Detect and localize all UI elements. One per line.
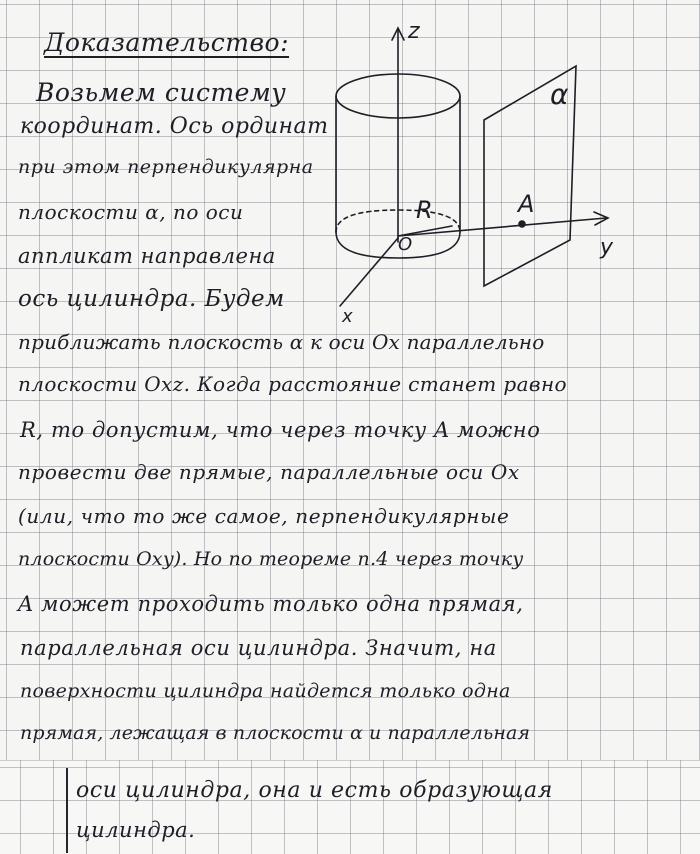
text-line-17: оси цилиндра, она и есть образующая [76,778,553,803]
text-line-15: поверхности цилиндра найдется только одна [20,680,511,702]
x-axis [340,238,398,306]
text-line-2: координат. Ось ординат [20,114,329,139]
text-line-18: цилиндра. [76,818,196,842]
text-line-9: R, то допустим, что через точку A можно [20,418,541,442]
x-label: x [342,306,353,327]
text-line-14: параллельная оси цилиндра. Значит, на [20,636,497,660]
text-line-7: приближать плоскость α к оси Ox параллельно [18,330,545,354]
point-a [519,221,525,227]
text-line-3: при этом перпендикулярна [18,156,314,178]
text-line-6: ось цилиндра. Будем [18,286,285,312]
heading: Доказательство: [44,28,290,57]
radius-label: R [416,196,433,224]
text-line-1: Возьмем систему [36,78,287,107]
text-line-12: плоскости Oxy). Но по теореме п.4 через точку [18,548,524,570]
text-line-5: аппликат направлена [18,244,276,268]
text-line-4: плоскости α, по оси [18,200,244,224]
text-line-16: прямая, лежащая в плоскости α и параллельная [20,722,531,744]
origin-label: O [398,234,413,255]
z-label: z [408,19,420,44]
text-line-11: (или, что то же самое, перпендикулярные [18,504,510,528]
y-label: y [600,235,614,260]
text-line-8: плоскости Oxz. Когда расстояние станет равно [18,372,567,396]
plane-label: α [550,78,569,111]
text-line-13: A может проходить только одна прямая, [18,592,524,616]
text-line-10: провести две прямые, параллельные оси Ox [18,460,520,484]
point-label: A [518,190,535,218]
